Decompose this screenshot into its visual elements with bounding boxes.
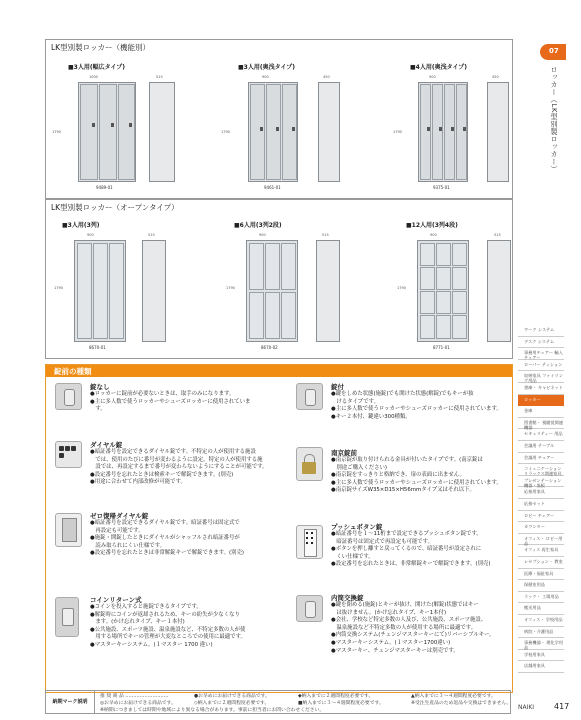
- lock-description: ●暗証番号を１～11桁まで設定できるプッシュボタン錠です。 暗証番号は固定式で再設定も可能です。 ●ボタンを押し離すと戻ってくるので、暗証番号が設定されに くい仕様です。 ●設定番号を忘れたときは、非常解錠キーで解錠できます。(別売): [331, 531, 491, 568]
- item-label: ■3人用(幅広タイプ): [68, 64, 126, 71]
- category-tab[interactable]: 保健室用品: [518, 580, 564, 592]
- locker-front-illustration: [78, 82, 136, 182]
- lock-description: ●暗証番号を設定できるダイヤル錠です。不特定の人が使用する施設 では、使用のたびに番号が変わるように設定。特定の人が使用する施 設では、再設定するまで番号が変わらないようにすることが可能です。 ●設定番号を忘れたときは検索キーで解錠できます。(別売) ●用途に合わせて内部改修が可能です。: [90, 449, 268, 486]
- category-tab[interactable]: 応接用家具: [518, 487, 564, 499]
- item-label: ■12人用(3列4段): [406, 222, 458, 229]
- padlock-image: [296, 447, 323, 481]
- locker-front-illustration: [246, 240, 298, 342]
- category-tab[interactable]: セキュリティー 用品: [518, 429, 564, 441]
- legend-text: ◇納入までに２週間程度必要です。: [194, 701, 270, 706]
- category-tab[interactable]: 事務用チェアー 輸入チェアー: [518, 348, 564, 360]
- section-title: LK型別製ロッカー（機能別）: [51, 43, 150, 52]
- item-label: ■4人用(奥浅タイプ): [410, 64, 468, 71]
- category-tab[interactable]: ラック・ 工場用品: [518, 592, 564, 604]
- locker-front-illustration: [417, 240, 469, 342]
- locker-front-illustration: [418, 82, 468, 182]
- lock-description: ●鍵を閉める(施錠)とキーが抜け、開けた(解錠)状態ではキー は抜けません。(かけ忘れタイプ、キー1本付) ●会社、学校など特定多数の人及び、公共施設、スポーツ施設、 温泉施設など不特定多数の人が使用する場所に最適です。 ●内筒交換システム(チェンジマスターキーにて)リバーシブルキー。 ●マスターキーシステム。(１マスター1700違い) ●マスターキー、チェンジマスターキーは別売です。: [331, 602, 495, 654]
- category-tab[interactable]: 病院・介護用品: [518, 627, 564, 639]
- lock-name: ゼロ復帰ダイヤル錠: [90, 512, 149, 520]
- product-code: 9461-01: [264, 185, 281, 190]
- category-tab[interactable]: 図書館・ 視聴覚関連機器: [518, 418, 564, 430]
- width-dim: 900: [430, 233, 437, 237]
- locker-side-illustration: [487, 82, 509, 182]
- category-tab[interactable]: 収納家具 ファイリング用品: [518, 371, 564, 383]
- width-dim: 900: [87, 233, 94, 237]
- category-tab[interactable]: ロビー チェアー: [518, 511, 564, 523]
- legend-text: ■納入までに３～４週間程度必要です。: [298, 701, 384, 706]
- locker-side-illustration: [318, 82, 340, 182]
- category-tab[interactable]: コミュニケーション リラックス関連家具: [518, 464, 564, 476]
- panel-title: 錠前の種類: [54, 367, 92, 376]
- lock-name: プッシュボタン錠: [331, 523, 383, 531]
- product-code: 8771-01: [433, 345, 450, 350]
- product-code: 9489-01: [96, 185, 113, 190]
- category-tab[interactable]: 書庫・ キャビネット: [518, 383, 564, 395]
- lock-name: 錠付: [331, 383, 344, 391]
- locker-front-illustration: [74, 240, 126, 342]
- locker-side-illustration: [149, 82, 175, 182]
- product-code: 9375-01: [433, 185, 450, 190]
- depth-dim: 515: [148, 233, 155, 237]
- zero-return-dial-lock-image: [55, 513, 82, 547]
- coin-return-lock-image: [55, 597, 79, 637]
- no-lock-handle-image: [55, 383, 82, 410]
- category-tab[interactable]: 事務機器・ 理化学用品: [518, 638, 564, 650]
- height-dim: 1790: [397, 286, 406, 290]
- category-tab[interactable]: ローパー ティション: [518, 360, 564, 372]
- item-label: ■3人用(奥浅タイプ): [238, 64, 296, 71]
- category-tab[interactable]: 学校用家具: [518, 650, 564, 662]
- section-open-type-lockers: [45, 199, 513, 359]
- legend-text: ▲納入までに３～４週間程度必要です。: [411, 694, 496, 699]
- width-dim: 1000: [89, 75, 98, 79]
- product-code: 8670-01: [89, 345, 106, 350]
- category-tab[interactable]: オフィス・ ロビー用品: [518, 534, 564, 546]
- lock-description: ●鍵をしめた状態(施錠)でも開けた状態(解錠)でもキーが抜 けるタイプです。 ●主に多人数で使うロッカーやシューズロッカーに使用されています。 ●キー２本付、鍵違い300種類。: [331, 391, 502, 420]
- lock-name: 南京錠前: [331, 449, 357, 457]
- depth-dim: 450: [492, 75, 499, 79]
- lock-description: ●南京錠が取り付けられる金具が付いたタイプです。(南京錠は 別途ご購入ください) ●南京錠をすっきりと格納でき、扉の表面に出ません。 ●主に多人数で使うロッカーやシューズロッカーに使用されています。 ●南京錠サイズW35×D15×H56mmタイプ又はそれ以下。: [331, 457, 502, 494]
- lock-name: コインリターン式: [90, 596, 142, 604]
- locker-side-illustration: [316, 240, 340, 342]
- depth-dim: 515: [322, 233, 329, 237]
- category-tab[interactable]: ワーク システム: [518, 325, 564, 337]
- lock-description: ●コインを投入すると施錠できるタイプです。 ●解錠時にコインが返却されるため、キーの紛失が少なくなり ます。(かけ忘れタイプ、キー１本付) ●公共施設、スポーツ施設、温泉施設など、不特定多数の人が使 用する場所でキーの管理が大変なところでの使用に最適です。 ●マスターキーシステム。(１マスター 1700 違い): [90, 604, 246, 648]
- push-button-lock-image: [296, 525, 323, 559]
- lock-name: 錠なし: [90, 383, 110, 391]
- height-dim: 1790: [54, 286, 63, 290]
- legend-text: ●お早めにお届けできる商品です。: [194, 694, 270, 699]
- locker-side-illustration: [487, 240, 511, 342]
- category-tab[interactable]: オフィス・ 学校用品: [518, 615, 564, 627]
- delivery-mark-legend: [45, 690, 511, 714]
- depth-dim: 515: [494, 233, 501, 237]
- vertical-section-title: ロッカー（LK型別製ロッカー）: [550, 66, 558, 173]
- legend-text: ※受注生産品のため返品や交換はできません。: [411, 701, 512, 706]
- legend-note: ※納期につきましては時期や地域により異なる場合があります。事前に担当者にお問い合わせください。: [100, 708, 325, 713]
- width-dim: 900: [259, 233, 266, 237]
- item-label: ■3人用(3列): [62, 222, 100, 229]
- depth-dim: 450: [323, 75, 330, 79]
- legend-label: 納期マーク説明: [46, 691, 95, 713]
- category-tab[interactable]: 金庫: [518, 406, 564, 418]
- lock-name: ダイヤル錠: [90, 441, 123, 449]
- legend-text: ◎お早めにお届けできる商品です。: [100, 701, 176, 706]
- page-number: 417: [554, 702, 570, 711]
- category-tab[interactable]: 応接セット: [518, 499, 564, 511]
- category-tab[interactable]: レセプション・ 教室: [518, 557, 564, 569]
- legend-text: 推 奨 商 品 ………………………: [100, 694, 169, 699]
- keyed-lock-image: [296, 383, 323, 410]
- lock-description: ●暗証番号を設定できるダイヤル錠です。暗証番号は固定式で 再設定も可能です。 ●施錠・開錠したときにダイヤルがシャッフルされ暗証番号が 読み取られにくい仕様です。 ●設定番号を忘れたときは非常解錠キーで解錠できます。(別売): [90, 520, 245, 557]
- category-tab[interactable]: 店舗用家具: [518, 661, 564, 673]
- section-functional-lockers: [45, 39, 513, 199]
- section-title: LK型別製ロッカー（オープンタイプ）: [51, 203, 179, 212]
- height-dim: 1790: [52, 130, 61, 134]
- product-code: 8670-02: [261, 345, 278, 350]
- category-tab[interactable]: 搬送用品: [518, 603, 564, 615]
- category-tab[interactable]: 会議用 チェアー: [518, 453, 564, 465]
- category-tab[interactable]: プレゼンテーション 機器・黒板: [518, 476, 564, 488]
- category-tab[interactable]: 会議用 テーブル: [518, 441, 564, 453]
- lock-name: 内筒交換錠: [331, 594, 364, 602]
- category-tab[interactable]: オフィス 再生家具: [518, 545, 564, 557]
- height-dim: 1790: [221, 130, 230, 134]
- category-tab[interactable]: ロッカー: [518, 395, 564, 407]
- item-label: ■6人用(3列2段): [234, 222, 282, 229]
- legend-text: ◆納入までに２週間程度必要です。: [298, 694, 374, 699]
- category-tab[interactable]: カウンター: [518, 522, 564, 534]
- width-dim: 900: [262, 75, 269, 79]
- locker-side-illustration: [142, 240, 166, 342]
- lock-description: ●ロッカーに錠前が必要ないときは、取手のみになります。 ●主に多人数で使うロッカーやシューズロッカーに使用されていま す。: [90, 391, 251, 413]
- locker-front-illustration: [248, 82, 298, 182]
- width-dim: 900: [429, 75, 436, 79]
- dial-lock-image: [55, 441, 82, 468]
- depth-dim: 515: [156, 75, 163, 79]
- height-dim: 1790: [226, 286, 235, 290]
- panel-header: [46, 365, 512, 377]
- category-tab[interactable]: デスク システム: [518, 337, 564, 349]
- page-tab-number: 07: [540, 44, 566, 60]
- lock-types-panel: [45, 364, 513, 693]
- cylinder-exchange-lock-image: [296, 595, 323, 622]
- brand-name: NAIKI: [518, 704, 535, 711]
- category-tab[interactable]: 医療・福祉家具: [518, 569, 564, 581]
- height-dim: 1790: [393, 130, 402, 134]
